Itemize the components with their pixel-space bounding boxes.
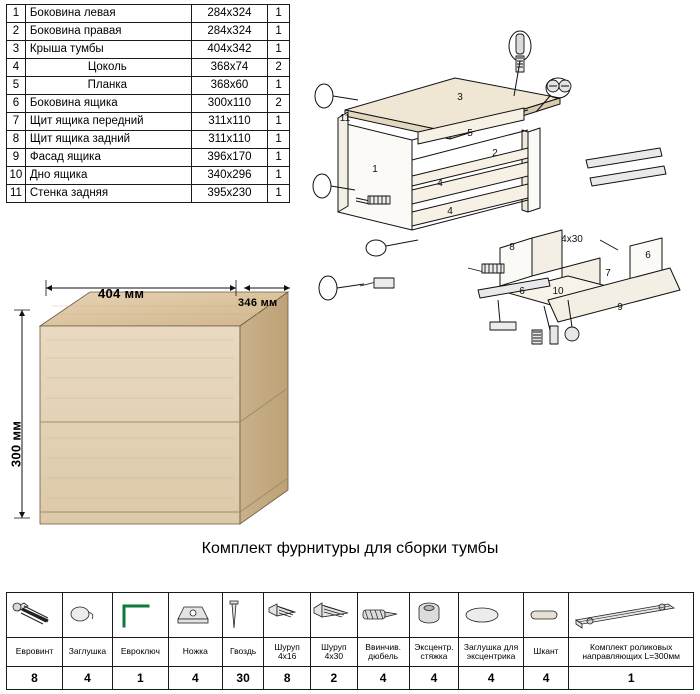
- hardware-count: 4: [63, 667, 113, 690]
- part-name: Боковина левая: [25, 5, 191, 23]
- hardware-name: Шкант: [523, 638, 569, 667]
- screw-4x16-icon: [264, 593, 311, 638]
- hardware-icons-row: [7, 593, 694, 638]
- hardware-name: Эксцентр. стяжка: [409, 638, 459, 667]
- part-name: Щит ящика передний: [25, 113, 191, 131]
- callout-4: 4: [437, 178, 443, 189]
- table-row: [7, 113, 290, 131]
- table-row: [7, 131, 290, 149]
- part-dimension: 368х60: [191, 77, 267, 95]
- dowel-screw-icon: [357, 593, 409, 638]
- table-row: [7, 95, 290, 113]
- nail-icon: [222, 593, 264, 638]
- hardware-table: [6, 592, 694, 690]
- table-row: [7, 185, 290, 203]
- allen-key-icon: [112, 593, 168, 638]
- part-number: 9: [7, 149, 26, 167]
- callout-8: 8: [509, 242, 515, 253]
- table-row: [7, 41, 290, 59]
- table-row: [7, 5, 290, 23]
- part-quantity: 1: [268, 185, 290, 203]
- hardware-count: 1: [569, 667, 694, 690]
- callout-10: 10: [552, 286, 564, 297]
- hardware-name: Ввинчив. дюбель: [357, 638, 409, 667]
- hardware-name: Комплект роликовых направляющих L=300мм: [569, 638, 694, 667]
- hardware-name: Евровинт: [7, 638, 63, 667]
- part-number: 3: [7, 41, 26, 59]
- hardware-name: Шуруп 4х16: [264, 638, 311, 667]
- hardware-count: 4: [459, 667, 523, 690]
- foot-icon: [168, 593, 222, 638]
- hardware-count: 4: [409, 667, 459, 690]
- part-number: 7: [7, 113, 26, 131]
- hardware-count: 30: [222, 667, 264, 690]
- screw-4x30-icon: [311, 593, 358, 638]
- exploded-assembly-diagram: [300, 0, 700, 350]
- width-dimension-label: 404 мм: [98, 286, 145, 301]
- callout-7: 7: [605, 268, 611, 279]
- part-number: 8: [7, 131, 26, 149]
- part-quantity: 2: [268, 95, 290, 113]
- part-number: 6: [7, 95, 26, 113]
- part-dimension: 284х324: [191, 23, 267, 41]
- hardware-count: 8: [264, 667, 311, 690]
- callout-6b: 6: [645, 250, 651, 261]
- callout-2: 2: [492, 148, 498, 159]
- hardware-name: Гвоздь: [222, 638, 264, 667]
- part-dimension: 300х110: [191, 95, 267, 113]
- callout-1: 1: [372, 164, 378, 175]
- part-name: Стенка задняя: [25, 185, 191, 203]
- part-name: Планка: [25, 77, 191, 95]
- part-name: Боковина правая: [25, 23, 191, 41]
- hardware-name: Шуруп 4х30: [311, 638, 358, 667]
- hardware-name: Заглушка: [63, 638, 113, 667]
- euro-screw-icon: [7, 593, 63, 638]
- part-dimension: 396х170: [191, 149, 267, 167]
- hardware-counts-row: [7, 667, 694, 690]
- part-dimension: 340х296: [191, 167, 267, 185]
- cam-lock-icon: [409, 593, 459, 638]
- cap-icon: [63, 593, 113, 638]
- part-number: 4: [7, 59, 26, 77]
- table-row: [7, 149, 290, 167]
- part-quantity: 1: [268, 167, 290, 185]
- part-number: 11: [7, 185, 26, 203]
- part-dimension: 284х324: [191, 5, 267, 23]
- part-dimension: 311х110: [191, 131, 267, 149]
- callout-3: 3: [457, 92, 463, 103]
- part-number: 2: [7, 23, 26, 41]
- part-number: 10: [7, 167, 26, 185]
- part-quantity: 1: [268, 131, 290, 149]
- table-row: [7, 23, 290, 41]
- part-name: Боковина ящика: [25, 95, 191, 113]
- part-name: Фасад ящика: [25, 149, 191, 167]
- hardware-name: Ножка: [168, 638, 222, 667]
- part-name: Крыша тумбы: [25, 41, 191, 59]
- callout-5: 5: [467, 128, 473, 139]
- hardware-names-row: [7, 638, 694, 667]
- wood-dowel-icon: [523, 593, 569, 638]
- part-name: Цоколь: [25, 59, 191, 77]
- part-dimension: 368х74: [191, 59, 267, 77]
- height-dimension-label: 300 мм: [8, 420, 24, 468]
- depth-dimension-label: 346 мм: [238, 297, 278, 309]
- part-number: 1: [7, 5, 26, 23]
- nightstand-dimension-drawing: [0, 266, 310, 544]
- hardware-section-title: Комплект фурнитуры для сборки тумбы: [201, 540, 499, 557]
- part-dimension: 311х110: [191, 113, 267, 131]
- cam-cap-icon: [459, 593, 523, 638]
- part-name: Дно ящика: [25, 167, 191, 185]
- part-quantity: 1: [268, 23, 290, 41]
- screw-size-note: 4х30: [561, 234, 583, 245]
- part-quantity: 1: [268, 77, 290, 95]
- hardware-name: Евроключ: [112, 638, 168, 667]
- callout-6: 6: [519, 286, 525, 297]
- part-name: Щит ящика задний: [25, 131, 191, 149]
- part-quantity: 1: [268, 41, 290, 59]
- hardware-name: Заглушка для эксцентрика: [459, 638, 523, 667]
- hardware-count: 8: [7, 667, 63, 690]
- part-quantity: 1: [268, 5, 290, 23]
- callout-11: 11: [339, 113, 351, 124]
- part-dimension: 395х230: [191, 185, 267, 203]
- part-quantity: 2: [268, 59, 290, 77]
- part-quantity: 1: [268, 113, 290, 131]
- callout-9: 9: [617, 302, 623, 313]
- callout-4b: 4: [447, 206, 453, 217]
- hardware-count: 4: [523, 667, 569, 690]
- table-row: [7, 77, 290, 95]
- parts-table: [6, 4, 290, 203]
- table-row: [7, 59, 290, 77]
- hardware-count: 1: [112, 667, 168, 690]
- table-row: [7, 167, 290, 185]
- hardware-count: 4: [357, 667, 409, 690]
- hardware-count: 4: [168, 667, 222, 690]
- part-dimension: 404х342: [191, 41, 267, 59]
- part-number: 5: [7, 77, 26, 95]
- slide-rail-icon: [569, 593, 694, 638]
- hardware-count: 2: [311, 667, 358, 690]
- part-quantity: 1: [268, 149, 290, 167]
